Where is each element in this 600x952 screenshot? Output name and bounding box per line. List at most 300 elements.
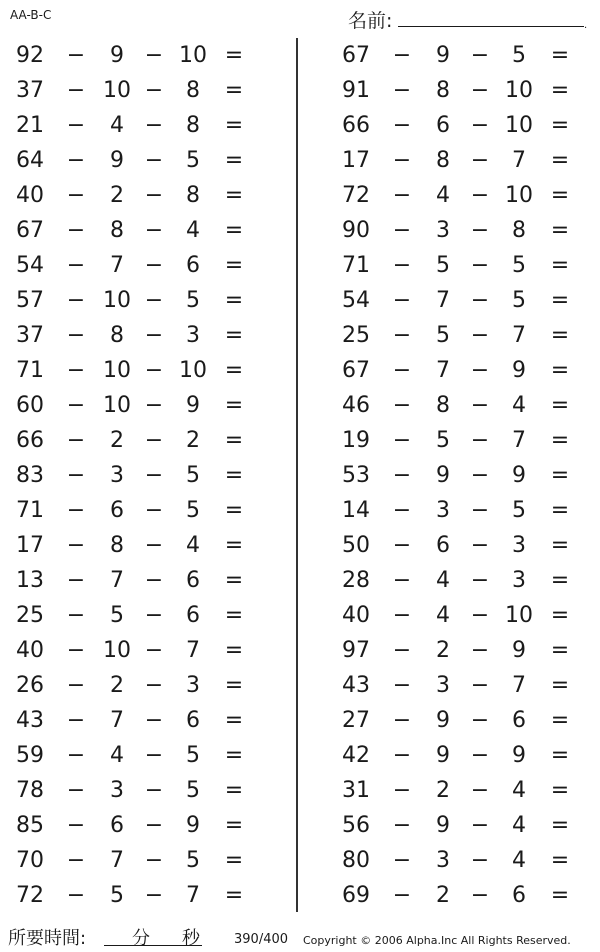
problem-row xyxy=(14,773,254,808)
equals-sign: = xyxy=(224,813,244,838)
subtrahend-2: 9 xyxy=(512,743,526,768)
subtrahend-2: 3 xyxy=(512,568,526,593)
minuend: 53 xyxy=(342,463,370,488)
subtrahend-2: 10 xyxy=(505,183,533,208)
subtrahend-2: 5 xyxy=(186,778,200,803)
minus-sign: − xyxy=(392,848,412,873)
equals-sign: = xyxy=(224,498,244,523)
minuend: 97 xyxy=(342,638,370,663)
name-field-line[interactable] xyxy=(398,26,584,27)
problem-row xyxy=(14,38,254,73)
problem-row xyxy=(14,528,254,563)
subtrahend-1: 7 xyxy=(436,358,450,383)
equals-sign: = xyxy=(224,638,244,663)
minuend: 56 xyxy=(342,813,370,838)
minuend: 54 xyxy=(342,288,370,313)
name-label: 名前: xyxy=(348,10,393,32)
subtrahend-1: 8 xyxy=(110,218,124,243)
minus-sign: − xyxy=(470,778,490,803)
minus-sign: − xyxy=(66,393,86,418)
equals-sign: = xyxy=(550,113,570,138)
subtrahend-2: 6 xyxy=(186,603,200,628)
problem-row xyxy=(14,423,254,458)
equals-sign: = xyxy=(550,463,570,488)
minus-sign: − xyxy=(144,113,164,138)
problem-row xyxy=(340,38,580,73)
equals-sign: = xyxy=(224,568,244,593)
minus-sign: − xyxy=(392,813,412,838)
subtrahend-2: 7 xyxy=(186,883,200,908)
minus-sign: − xyxy=(144,883,164,908)
minus-sign: − xyxy=(392,78,412,103)
subtrahend-1: 6 xyxy=(436,113,450,138)
minuend: 28 xyxy=(342,568,370,593)
subtrahend-1: 9 xyxy=(436,813,450,838)
problem-row xyxy=(340,878,580,913)
minuend: 72 xyxy=(342,183,370,208)
minus-sign: − xyxy=(470,253,490,278)
problem-count: 390/400 xyxy=(234,932,289,947)
subtrahend-2: 4 xyxy=(512,778,526,803)
minuend: 67 xyxy=(342,358,370,383)
problem-row xyxy=(340,73,580,108)
subtrahend-1: 9 xyxy=(436,463,450,488)
equals-sign: = xyxy=(550,813,570,838)
minus-sign: − xyxy=(144,498,164,523)
problem-row xyxy=(14,808,254,843)
problem-row xyxy=(340,563,580,598)
minus-sign: − xyxy=(144,183,164,208)
problem-row xyxy=(340,458,580,493)
minus-sign: − xyxy=(392,148,412,173)
problem-row xyxy=(14,668,254,703)
minutes-unit: 分 xyxy=(132,928,150,949)
minus-sign: − xyxy=(144,568,164,593)
equals-sign: = xyxy=(224,708,244,733)
minuend: 71 xyxy=(16,498,44,523)
minuend: 66 xyxy=(342,113,370,138)
subtrahend-2: 6 xyxy=(512,708,526,733)
minus-sign: − xyxy=(144,428,164,453)
minus-sign: − xyxy=(144,358,164,383)
minus-sign: − xyxy=(144,813,164,838)
subtrahend-1: 7 xyxy=(110,568,124,593)
minus-sign: − xyxy=(470,43,490,68)
minus-sign: − xyxy=(470,673,490,698)
equals-sign: = xyxy=(224,463,244,488)
minuend: 71 xyxy=(16,358,44,383)
problem-row xyxy=(340,213,580,248)
minus-sign: − xyxy=(144,148,164,173)
subtrahend-1: 3 xyxy=(436,218,450,243)
subtrahend-2: 4 xyxy=(186,218,200,243)
equals-sign: = xyxy=(550,498,570,523)
minus-sign: − xyxy=(66,218,86,243)
subtrahend-1: 2 xyxy=(110,673,124,698)
subtrahend-2: 5 xyxy=(186,463,200,488)
minus-sign: − xyxy=(470,813,490,838)
subtrahend-2: 6 xyxy=(186,253,200,278)
minus-sign: − xyxy=(392,603,412,628)
minus-sign: − xyxy=(66,253,86,278)
subtrahend-2: 10 xyxy=(505,603,533,628)
subtrahend-1: 9 xyxy=(110,148,124,173)
equals-sign: = xyxy=(550,883,570,908)
equals-sign: = xyxy=(224,883,244,908)
minus-sign: − xyxy=(470,743,490,768)
subtrahend-2: 10 xyxy=(505,78,533,103)
minus-sign: − xyxy=(144,323,164,348)
problem-row xyxy=(14,563,254,598)
minus-sign: − xyxy=(144,708,164,733)
problem-row xyxy=(340,388,580,423)
minus-sign: − xyxy=(392,218,412,243)
minus-sign: − xyxy=(392,533,412,558)
problem-row xyxy=(340,143,580,178)
minus-sign: − xyxy=(392,393,412,418)
equals-sign: = xyxy=(224,148,244,173)
minuend: 57 xyxy=(16,288,44,313)
minus-sign: − xyxy=(470,393,490,418)
subtrahend-1: 6 xyxy=(110,498,124,523)
equals-sign: = xyxy=(224,778,244,803)
subtrahend-1: 10 xyxy=(103,393,131,418)
minus-sign: − xyxy=(66,743,86,768)
minus-sign: − xyxy=(144,393,164,418)
equals-sign: = xyxy=(224,533,244,558)
problem-row xyxy=(14,598,254,633)
subtrahend-1: 3 xyxy=(436,673,450,698)
subtrahend-2: 4 xyxy=(512,848,526,873)
equals-sign: = xyxy=(550,288,570,313)
subtrahend-2: 7 xyxy=(186,638,200,663)
minus-sign: − xyxy=(144,848,164,873)
minus-sign: − xyxy=(470,848,490,873)
minus-sign: − xyxy=(66,463,86,488)
subtrahend-2: 4 xyxy=(512,393,526,418)
equals-sign: = xyxy=(224,43,244,68)
equals-sign: = xyxy=(550,43,570,68)
subtrahend-2: 5 xyxy=(186,148,200,173)
subtrahend-1: 4 xyxy=(436,603,450,628)
minus-sign: − xyxy=(392,708,412,733)
time-label: 所要時間: xyxy=(8,928,87,949)
seconds-unit: 秒 xyxy=(182,928,200,949)
subtrahend-1: 9 xyxy=(436,743,450,768)
equals-sign: = xyxy=(224,673,244,698)
minuend: 26 xyxy=(16,673,44,698)
minus-sign: − xyxy=(144,43,164,68)
equals-sign: = xyxy=(224,393,244,418)
minuend: 50 xyxy=(342,533,370,558)
worksheet-code: AA-B-C xyxy=(10,8,52,22)
subtrahend-1: 9 xyxy=(436,43,450,68)
minus-sign: − xyxy=(66,568,86,593)
subtrahend-2: 3 xyxy=(186,673,200,698)
problem-row xyxy=(340,108,580,143)
minuend: 80 xyxy=(342,848,370,873)
problem-row xyxy=(340,668,580,703)
subtrahend-1: 4 xyxy=(110,113,124,138)
equals-sign: = xyxy=(550,78,570,103)
equals-sign: = xyxy=(550,218,570,243)
equals-sign: = xyxy=(550,393,570,418)
equals-sign: = xyxy=(550,533,570,558)
problem-row xyxy=(340,808,580,843)
minus-sign: − xyxy=(66,638,86,663)
minuend: 21 xyxy=(16,113,44,138)
minus-sign: − xyxy=(66,848,86,873)
subtrahend-1: 8 xyxy=(436,78,450,103)
subtrahend-2: 5 xyxy=(512,288,526,313)
minus-sign: − xyxy=(392,183,412,208)
problem-row xyxy=(14,283,254,318)
minuend: 90 xyxy=(342,218,370,243)
minus-sign: − xyxy=(66,323,86,348)
subtrahend-1: 6 xyxy=(436,533,450,558)
minus-sign: − xyxy=(392,498,412,523)
minus-sign: − xyxy=(144,218,164,243)
subtrahend-1: 2 xyxy=(436,883,450,908)
subtrahend-2: 5 xyxy=(186,743,200,768)
subtrahend-1: 8 xyxy=(436,148,450,173)
minus-sign: − xyxy=(392,428,412,453)
minuend: 31 xyxy=(342,778,370,803)
subtrahend-1: 4 xyxy=(436,568,450,593)
minus-sign: − xyxy=(66,708,86,733)
subtrahend-1: 3 xyxy=(436,848,450,873)
subtrahend-1: 5 xyxy=(436,323,450,348)
subtrahend-2: 5 xyxy=(186,498,200,523)
subtrahend-2: 3 xyxy=(186,323,200,348)
equals-sign: = xyxy=(224,323,244,348)
subtrahend-1: 7 xyxy=(110,708,124,733)
equals-sign: = xyxy=(550,428,570,453)
minus-sign: − xyxy=(144,638,164,663)
problem-row xyxy=(14,633,254,668)
subtrahend-2: 6 xyxy=(512,883,526,908)
minuend: 78 xyxy=(16,778,44,803)
minus-sign: − xyxy=(66,183,86,208)
minus-sign: − xyxy=(470,323,490,348)
equals-sign: = xyxy=(550,358,570,383)
problem-row xyxy=(14,738,254,773)
subtrahend-1: 10 xyxy=(103,78,131,103)
minus-sign: − xyxy=(470,568,490,593)
subtrahend-1: 6 xyxy=(110,813,124,838)
minuend: 40 xyxy=(16,183,44,208)
subtrahend-2: 9 xyxy=(186,813,200,838)
minuend: 67 xyxy=(342,43,370,68)
subtrahend-1: 10 xyxy=(103,288,131,313)
minuend: 69 xyxy=(342,883,370,908)
minus-sign: − xyxy=(66,113,86,138)
minus-sign: − xyxy=(144,253,164,278)
problem-row xyxy=(14,353,254,388)
minus-sign: − xyxy=(66,358,86,383)
minuend: 72 xyxy=(16,883,44,908)
minuend: 19 xyxy=(342,428,370,453)
name-end-dot: . xyxy=(584,20,588,31)
minus-sign: − xyxy=(392,113,412,138)
subtrahend-2: 8 xyxy=(186,113,200,138)
equals-sign: = xyxy=(224,253,244,278)
problem-row xyxy=(340,528,580,563)
subtrahend-1: 2 xyxy=(110,183,124,208)
subtrahend-2: 5 xyxy=(186,288,200,313)
subtrahend-1: 3 xyxy=(110,463,124,488)
problem-row xyxy=(14,318,254,353)
subtrahend-2: 8 xyxy=(512,218,526,243)
minus-sign: − xyxy=(392,358,412,383)
subtrahend-1: 9 xyxy=(436,708,450,733)
problem-row xyxy=(14,73,254,108)
minus-sign: − xyxy=(392,638,412,663)
subtrahend-1: 8 xyxy=(436,393,450,418)
minus-sign: − xyxy=(470,638,490,663)
equals-sign: = xyxy=(550,253,570,278)
minus-sign: − xyxy=(470,148,490,173)
minuend: 70 xyxy=(16,848,44,873)
subtrahend-2: 6 xyxy=(186,708,200,733)
subtrahend-2: 5 xyxy=(186,848,200,873)
equals-sign: = xyxy=(550,638,570,663)
subtrahend-1: 2 xyxy=(436,778,450,803)
problem-row xyxy=(14,703,254,738)
subtrahend-2: 4 xyxy=(512,813,526,838)
minus-sign: − xyxy=(66,673,86,698)
problem-row xyxy=(340,633,580,668)
subtrahend-1: 10 xyxy=(103,638,131,663)
minuend: 17 xyxy=(342,148,370,173)
subtrahend-2: 5 xyxy=(512,498,526,523)
equals-sign: = xyxy=(224,218,244,243)
minus-sign: − xyxy=(66,288,86,313)
minus-sign: − xyxy=(144,288,164,313)
equals-sign: = xyxy=(224,183,244,208)
subtrahend-2: 7 xyxy=(512,673,526,698)
minuend: 25 xyxy=(16,603,44,628)
minus-sign: − xyxy=(66,813,86,838)
subtrahend-2: 7 xyxy=(512,323,526,348)
equals-sign: = xyxy=(224,113,244,138)
minuend: 67 xyxy=(16,218,44,243)
minus-sign: − xyxy=(66,883,86,908)
minus-sign: − xyxy=(144,78,164,103)
minus-sign: − xyxy=(144,778,164,803)
minus-sign: − xyxy=(66,148,86,173)
minuend: 54 xyxy=(16,253,44,278)
minus-sign: − xyxy=(66,533,86,558)
problem-row xyxy=(14,213,254,248)
subtrahend-2: 3 xyxy=(512,533,526,558)
minus-sign: − xyxy=(66,778,86,803)
minuend: 60 xyxy=(16,393,44,418)
minus-sign: − xyxy=(470,78,490,103)
minuend: 46 xyxy=(342,393,370,418)
subtrahend-2: 7 xyxy=(512,428,526,453)
minuend: 37 xyxy=(16,323,44,348)
equals-sign: = xyxy=(550,708,570,733)
problem-row xyxy=(14,248,254,283)
minus-sign: − xyxy=(470,183,490,208)
equals-sign: = xyxy=(224,358,244,383)
minus-sign: − xyxy=(470,533,490,558)
subtrahend-1: 9 xyxy=(110,43,124,68)
minus-sign: − xyxy=(66,43,86,68)
subtrahend-2: 10 xyxy=(505,113,533,138)
minus-sign: − xyxy=(470,428,490,453)
minuend: 83 xyxy=(16,463,44,488)
subtrahend-1: 3 xyxy=(110,778,124,803)
minus-sign: − xyxy=(144,463,164,488)
problem-row xyxy=(340,353,580,388)
problem-row xyxy=(340,703,580,738)
subtrahend-1: 10 xyxy=(103,358,131,383)
subtrahend-2: 9 xyxy=(186,393,200,418)
subtrahend-2: 9 xyxy=(512,358,526,383)
equals-sign: = xyxy=(550,323,570,348)
subtrahend-1: 7 xyxy=(110,253,124,278)
equals-sign: = xyxy=(550,673,570,698)
minus-sign: − xyxy=(470,113,490,138)
problem-row xyxy=(340,738,580,773)
equals-sign: = xyxy=(550,603,570,628)
minus-sign: − xyxy=(392,568,412,593)
minuend: 14 xyxy=(342,498,370,523)
minus-sign: − xyxy=(66,498,86,523)
problem-row xyxy=(340,598,580,633)
minuend: 37 xyxy=(16,78,44,103)
minus-sign: − xyxy=(392,743,412,768)
minuend: 59 xyxy=(16,743,44,768)
minuend: 66 xyxy=(16,428,44,453)
minuend: 71 xyxy=(342,253,370,278)
problem-row xyxy=(14,843,254,878)
minuend: 27 xyxy=(342,708,370,733)
subtrahend-1: 4 xyxy=(436,183,450,208)
minus-sign: − xyxy=(470,463,490,488)
minuend: 40 xyxy=(342,603,370,628)
subtrahend-2: 10 xyxy=(179,358,207,383)
minuend: 91 xyxy=(342,78,370,103)
minuend: 64 xyxy=(16,148,44,173)
minus-sign: − xyxy=(392,883,412,908)
minus-sign: − xyxy=(66,603,86,628)
subtrahend-2: 5 xyxy=(512,43,526,68)
subtrahend-2: 8 xyxy=(186,78,200,103)
minus-sign: − xyxy=(470,358,490,383)
problem-row xyxy=(340,318,580,353)
minus-sign: − xyxy=(144,533,164,558)
minuend: 13 xyxy=(16,568,44,593)
minuend: 85 xyxy=(16,813,44,838)
subtrahend-1: 2 xyxy=(436,638,450,663)
minus-sign: − xyxy=(66,428,86,453)
minuend: 40 xyxy=(16,638,44,663)
subtrahend-2: 8 xyxy=(186,183,200,208)
equals-sign: = xyxy=(224,288,244,313)
equals-sign: = xyxy=(550,848,570,873)
problem-row xyxy=(14,388,254,423)
minus-sign: − xyxy=(392,323,412,348)
minus-sign: − xyxy=(470,603,490,628)
column-divider xyxy=(296,38,298,912)
minuend: 17 xyxy=(16,533,44,558)
minus-sign: − xyxy=(470,288,490,313)
problem-row xyxy=(14,178,254,213)
equals-sign: = xyxy=(224,848,244,873)
